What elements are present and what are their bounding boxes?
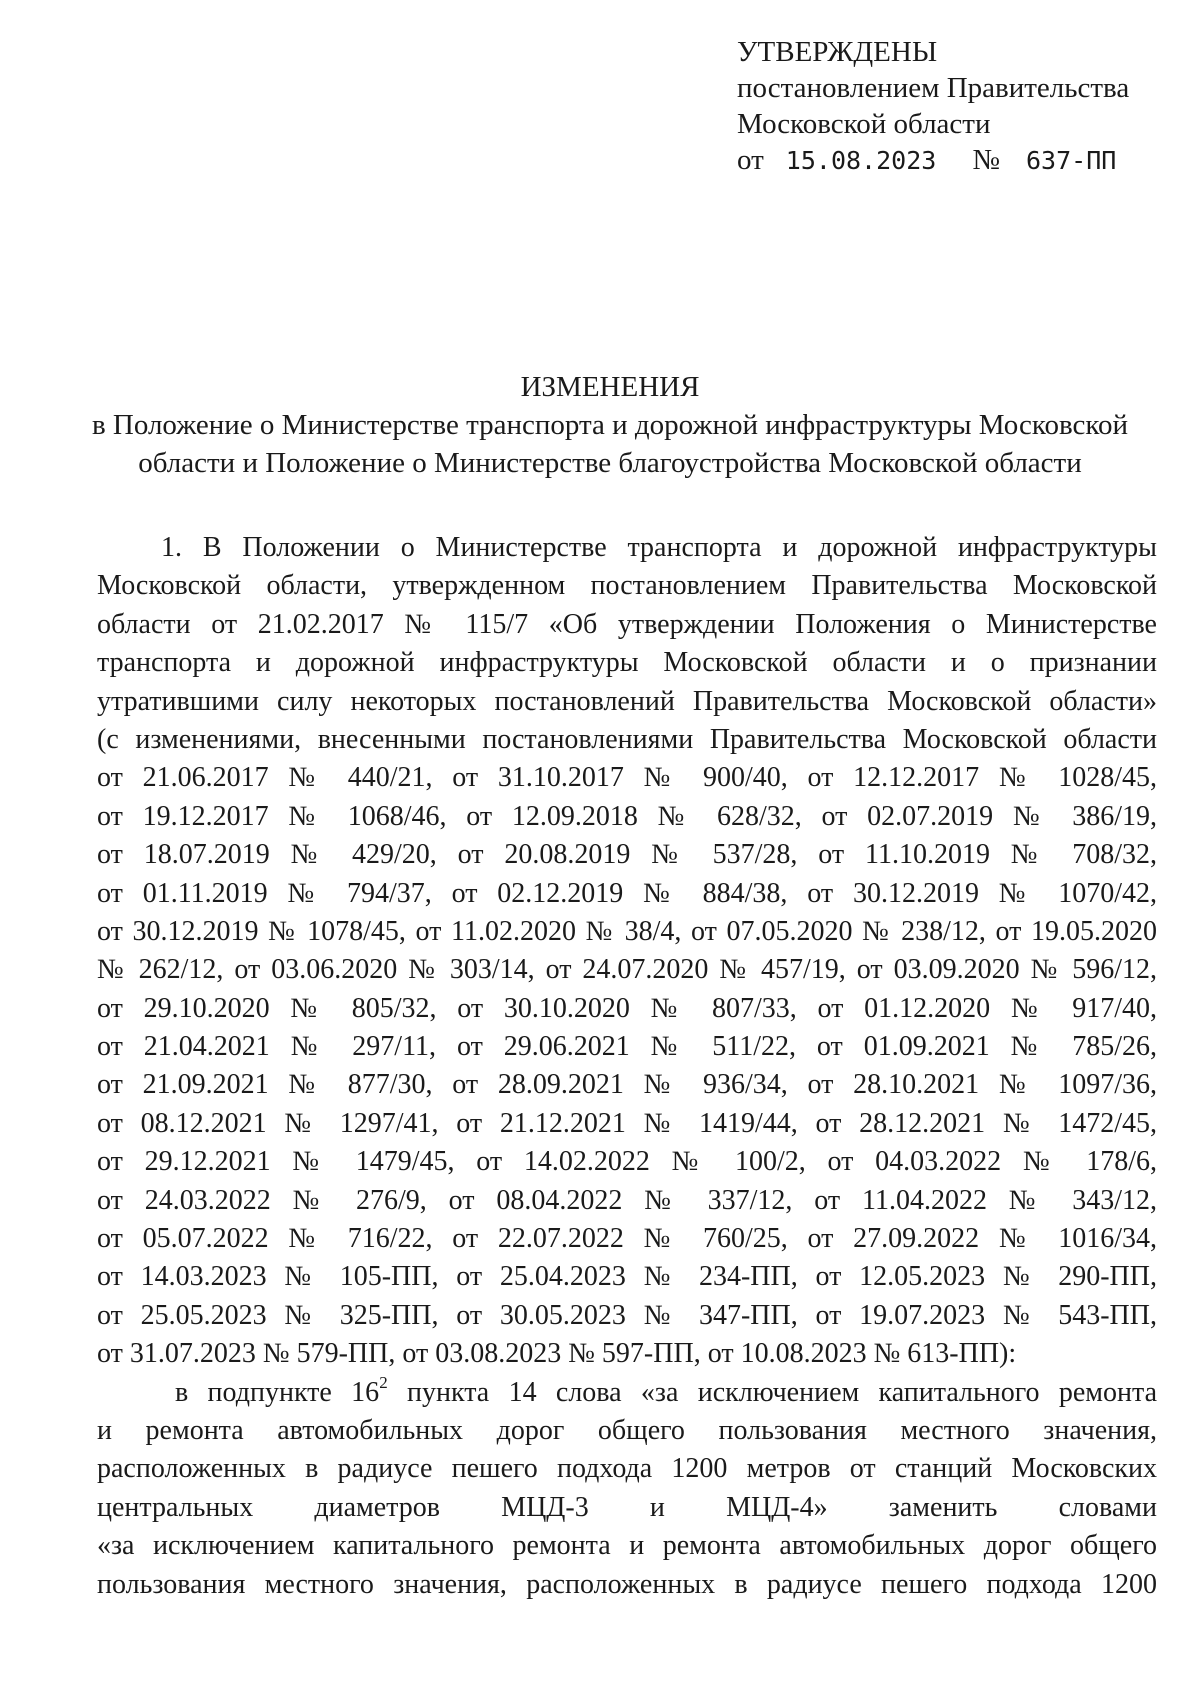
paragraph-1-line: утратившими силу некоторых постановлений Правительства Московской области» <box>97 685 1157 717</box>
paragraph-1-line: от 14.03.2023 № 105-ПП, от 25.04.2023 № 234-ПП, от 12.05.2023 № 290-ПП, <box>97 1261 1157 1293</box>
paragraph-2-superscript: 2 <box>379 1373 388 1393</box>
title-subtitle-line-2: области и Положение о Министерстве благоустройства Московской области <box>138 447 1082 479</box>
paragraph-1-line: от 21.04.2021 № 297/11, от 29.06.2021 № 511/22, от 01.09.2021 № 785/26, <box>97 1031 1157 1063</box>
paragraph-1-line: области от 21.02.2017 № 115/7 «Об утверждении Положения о Министерстве <box>97 608 1157 640</box>
paragraph-1-line: Московской области, утвержденном постановлением Правительства Московской <box>97 570 1157 602</box>
paragraph-1-line: от 29.12.2021 № 1479/45, от 14.02.2022 № 100/2, от 04.03.2022 № 178/6, <box>97 1146 1157 1178</box>
paragraph-1-line: № 262/12, от 03.06.2020 № 303/14, от 24.07.2020 № 457/19, от 03.09.2020 № 596/12, <box>97 954 1157 986</box>
paragraph-1-line: от 08.12.2021 № 1297/41, от 21.12.2021 № 1419/44, от 28.12.2021 № 1472/45, <box>97 1107 1157 1139</box>
paragraph-1-line: от 25.05.2023 № 325-ПП, от 30.05.2023 № 347-ПП, от 19.07.2023 № 543-ПП, <box>97 1299 1157 1331</box>
approval-date-number <box>737 142 1129 179</box>
paragraph-1-line: (с изменениями, внесенными постановлениями Правительства Московской области <box>97 723 1157 755</box>
paragraph-1-line: от 05.07.2022 № 716/22, от 22.07.2022 № 760/25, от 27.09.2022 № 1016/34, <box>97 1223 1157 1255</box>
paragraph-1-line: от 24.03.2022 № 276/9, от 08.04.2022 № 337/12, от 11.04.2022 № 343/12, <box>97 1184 1157 1216</box>
paragraph-2-line: центральных диаметров МЦД-3 и МЦД-4» заменить словами <box>97 1491 1157 1523</box>
paragraph-1-line: от 01.11.2019 № 794/37, от 02.12.2019 № 884/38, от 30.12.2019 № 1070/42, <box>97 877 1157 909</box>
paragraph-2-line: «за исключением капитального ремонта и ремонта автомобильных дорог общего <box>97 1530 1157 1562</box>
paragraph-2-line: пользования местного значения, расположенных в радиусе пешего подхода 1200 <box>97 1568 1157 1600</box>
paragraph-1-line: от 19.12.2017 № 1068/46, от 12.09.2018 № 628/32, от 02.07.2019 № 386/19, <box>97 800 1157 832</box>
approval-approved: УТВЕРЖДЕНЫ <box>737 36 938 68</box>
approval-region: Московской области <box>737 108 991 140</box>
paragraph-2-line: и ремонта автомобильных дорог общего пользования местного значения, <box>97 1414 1157 1446</box>
approval-number-label: № <box>972 144 1000 176</box>
paragraph-2-before-sup: в подпункте 16 <box>175 1376 380 1408</box>
paragraph-1-line: от 29.10.2020 № 805/32, от 30.10.2020 № 807/33, от 01.12.2020 № 917/40, <box>97 992 1157 1024</box>
paragraph-1-line: транспорта и дорожной инфраструктуры Московской области и о признании <box>97 647 1157 679</box>
paragraph-2 <box>97 1374 1157 1604</box>
document-title <box>80 368 1140 482</box>
approval-date: 15.08.2023 <box>785 146 937 175</box>
approval-stamp <box>737 34 1129 179</box>
approval-number: 637-ПП <box>1025 146 1117 175</box>
approval-by-resolution: постановлением Правительства <box>737 72 1130 104</box>
document-body <box>97 529 1157 1604</box>
paragraph-1-line: от 30.12.2019 № 1078/45, от 11.02.2020 № 38/4, от 07.05.2020 № 238/12, от 19.05.2020 <box>97 915 1157 947</box>
paragraph-2-line: расположенных в радиусе пешего подхода 1200 метров от станций Московских <box>97 1453 1157 1485</box>
paragraph-1-line: 1. В Положении о Министерстве транспорта и дорожной инфраструктуры <box>161 532 1157 563</box>
approval-from-label: от <box>737 144 764 176</box>
paragraph-2-first-line <box>97 1374 1157 1412</box>
paragraph-1 <box>97 529 1157 1374</box>
paragraph-2-after-sup: пункта 14 слова «за исключением капитального ремонта <box>387 1376 1157 1408</box>
title-heading: ИЗМЕНЕНИЯ <box>520 371 700 403</box>
paragraph-1-line: от 21.09.2021 № 877/30, от 28.09.2021 № 936/34, от 28.10.2021 № 1097/36, <box>97 1069 1157 1101</box>
paragraph-1-line: от 31.07.2023 № 579-ПП, от 03.08.2023 № 597-ПП, от 10.08.2023 № 613-ПП): <box>97 1338 1017 1370</box>
title-subtitle-line-1: в Положение о Министерстве транспорта и дорожной инфраструктуры Московской <box>91 409 1129 441</box>
paragraph-1-line: от 21.06.2017 № 440/21, от 31.10.2017 № 900/40, от 12.12.2017 № 1028/45, <box>97 762 1157 794</box>
paragraph-1-line: от 18.07.2019 № 429/20, от 20.08.2019 № 537/28, от 11.10.2019 № 708/32, <box>97 839 1157 871</box>
